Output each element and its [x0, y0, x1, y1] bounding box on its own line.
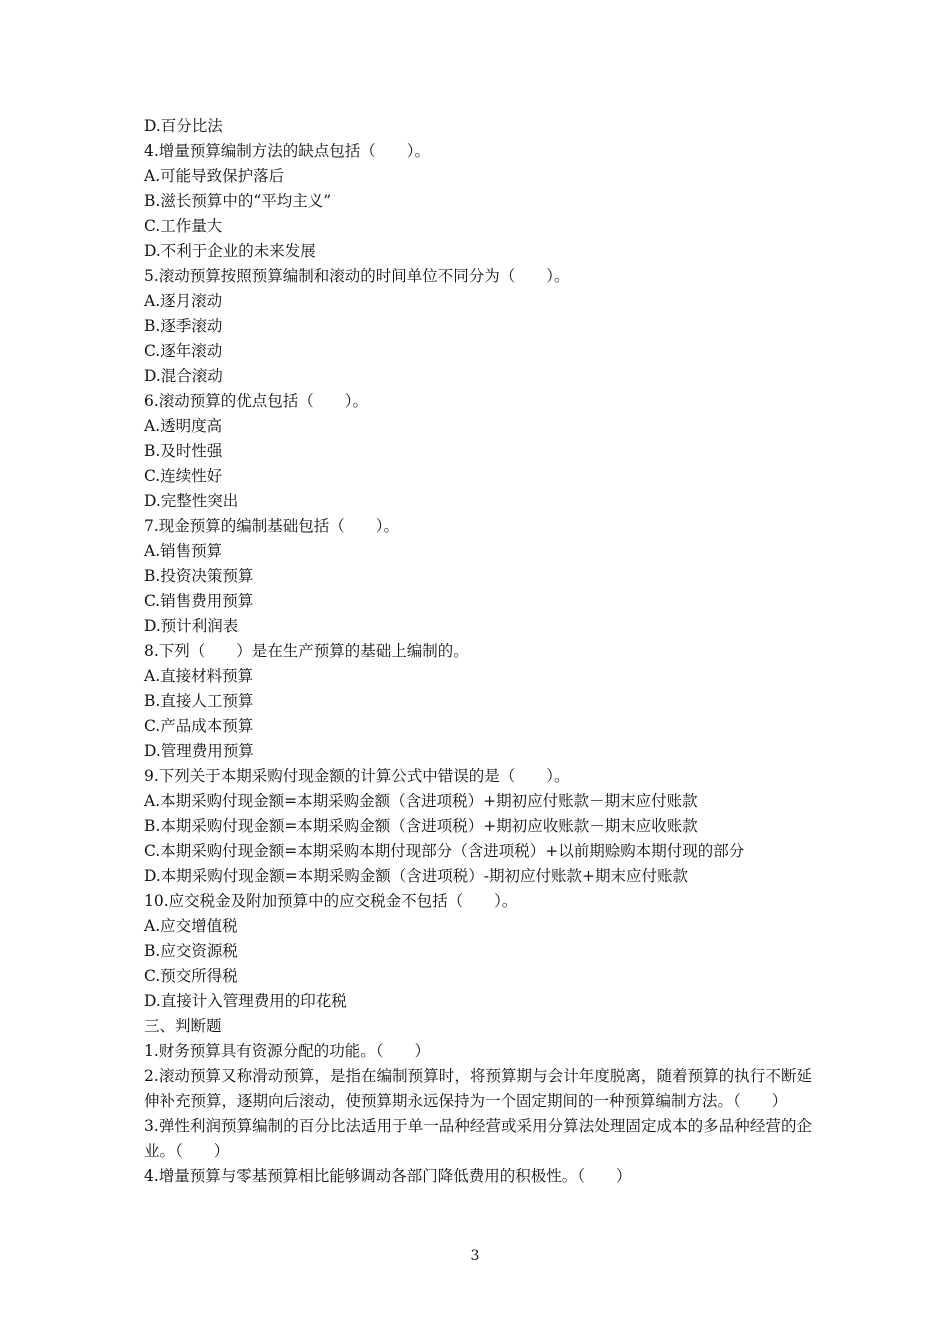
option-line: A.应交增值税	[144, 917, 238, 935]
question-line: 1.财务预算具有资源分配的功能。（ ）	[144, 1042, 431, 1060]
option-line: B.及时性强	[144, 442, 223, 460]
option-line: B.投资决策预算	[144, 567, 254, 585]
question-paragraph: 4.增量预算与零基预算相比能够调动各部门降低费用的积极性。（ ）	[144, 1167, 632, 1185]
question-paragraph: 3.弹性利润预算编制的百分比法适用于单一品种经营或采用分算法处理固定成本的多品种经营的企业。（ ）	[144, 1117, 812, 1160]
option-line: D.本期采购付现金额=本期采购金额（含进项税）-期初应付账款+期末应付账款	[144, 867, 689, 885]
option-line: C.预交所得税	[144, 967, 238, 985]
option-line: A.销售预算	[144, 542, 223, 560]
question-line: 6.滚动预算的优点包括（ ）。	[144, 392, 369, 410]
option-line: B.本期采购付现金额=本期采购金额（含进项税）+期初应收账款－期末应收账款	[144, 817, 698, 835]
option-line: D.管理费用预算	[144, 742, 254, 760]
option-line: D.不利于企业的未来发展	[144, 242, 316, 260]
option-line: C.工作量大	[144, 217, 223, 235]
option-line: D.完整性突出	[144, 492, 239, 510]
option-line: C.本期采购付现金额=本期采购本期付现部分（含进项税）+以前期赊购本期付现的部分	[144, 842, 745, 860]
question-paragraph: 2.滚动预算又称滑动预算，是指在编制预算时，将预算期与会计年度脱离，随着预算的执行不断延伸补充预算，逐期向后滚动，使预算期永远保持为一个固定期间的一种预算编制方法。（ ）	[144, 1067, 812, 1110]
question-line: 5.滚动预算按照预算编制和滚动的时间单位不同分为（ ）。	[144, 267, 570, 285]
option-line: D.百分比法	[144, 117, 223, 135]
question-line: 7.现金预算的编制基础包括（ ）。	[144, 517, 400, 535]
option-line: C.销售费用预算	[144, 592, 254, 610]
option-line: A.可能导致保护落后	[144, 167, 285, 185]
option-line: C.连续性好	[144, 467, 223, 485]
option-line: D.直接计入管理费用的印花税	[144, 992, 347, 1010]
question-line: 9.下列关于本期采购付现金额的计算公式中错误的是（ ）。	[144, 767, 570, 785]
option-line: B.逐季滚动	[144, 317, 223, 335]
option-line: B.应交资源税	[144, 942, 238, 960]
document-body	[144, 114, 812, 1189]
option-line: D.混合滚动	[144, 367, 223, 385]
option-line: C.产品成本预算	[144, 717, 254, 735]
option-line: A.本期采购付现金额=本期采购金额（含进项税）+期初应付账款－期末应付账款	[144, 792, 698, 810]
option-line: B.直接人工预算	[144, 692, 254, 710]
option-line: D.预计利润表	[144, 617, 239, 635]
option-line: B.滋长预算中的“平均主义”	[144, 192, 332, 210]
option-line: A.直接材料预算	[144, 667, 254, 685]
page-number: 3	[470, 1248, 480, 1264]
section-heading: 三、判断题	[144, 1017, 222, 1035]
option-line: A.逐月滚动	[144, 292, 223, 310]
question-line: 8.下列（ ）是在生产预算的基础上编制的。	[144, 642, 469, 660]
option-line: A.透明度高	[144, 417, 223, 435]
question-line: 10.应交税金及附加预算中的应交税金不包括（ ）。	[144, 892, 518, 910]
option-line: C.逐年滚动	[144, 342, 223, 360]
question-line: 4.增量预算编制方法的缺点包括（ ）。	[144, 142, 431, 160]
